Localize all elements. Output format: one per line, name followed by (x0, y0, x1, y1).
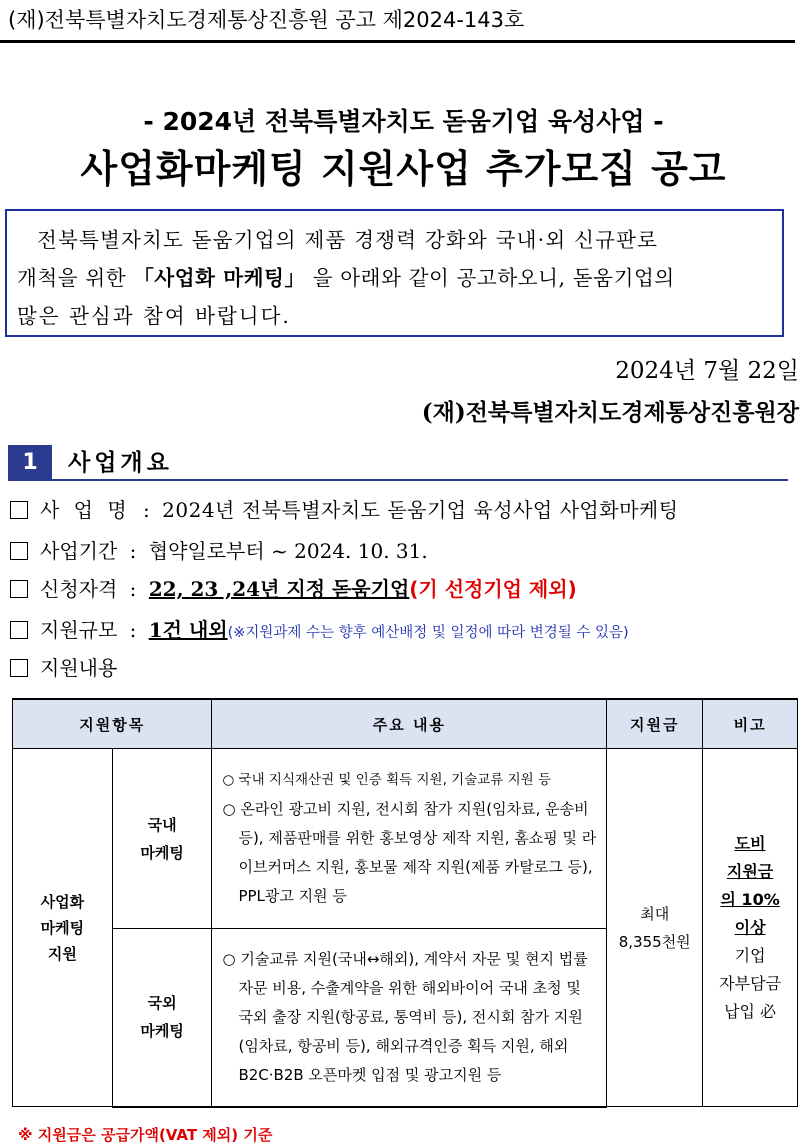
intro-line-3: 많은 관심과 참여 바랍니다. (17, 304, 291, 328)
checkbox-icon (10, 542, 28, 560)
announcement-number: (재)전북특별자치도경제통상진흥원 공고 제2024-143호 (8, 8, 525, 32)
intro-highlight: 「사업화 마케팅」 (133, 266, 306, 290)
section-title: 사업개요 (52, 445, 788, 481)
header-support-item: 지원항목 (13, 699, 212, 749)
list-item: ○ 온라인 광고비 지원, 전시회 참가 지원(임차료, 운송비 등), 제품판매를 위한 홍보영상 제작 지원, 홈쇼핑 및 라이브커머스 지원, 홍보물 제작 지원(제품 카탈로그 등), PPL광고 지원 등 (222, 800, 597, 905)
header-main-content: 주요 내용 (212, 699, 607, 749)
amount-cell: 최대 8,355천원 (607, 749, 703, 1107)
header-amount: 지원금 (607, 699, 703, 749)
announcement-date: 2024년 7월 22일 (615, 358, 799, 384)
item-support-content: 지원내용 (10, 653, 117, 683)
table-row (13, 749, 798, 929)
checkbox-icon (10, 659, 28, 677)
intro-box (5, 209, 784, 337)
item-support-scale: 지원규모 : 1건 내외(※지원과제 수는 향후 예산배정 및 일정에 따라 변경될 수 있음) (10, 615, 629, 645)
content-domestic (212, 749, 607, 929)
intro-line-1: 전북특별자치도 돋움기업의 제품 경쟁력 강화와 국내·외 신규판로 (37, 228, 659, 252)
issuer-name: (재)전북특별자치도경제통상진흥원장 (421, 399, 799, 426)
list-item: ○ 국내 지식재산권 및 인증 획득 지원, 기술교류 지원 등 (222, 772, 552, 788)
table-header-row (13, 699, 798, 749)
intro-line-2-post: 을 아래와 같이 공고하오니, 돋움기업의 (312, 266, 675, 290)
category-cell: 사업화 마케팅 지원 (13, 749, 113, 1107)
header-divider (0, 40, 795, 43)
content-overseas (212, 929, 607, 1107)
section-number: 1 (8, 445, 52, 481)
intro-line-2 (17, 259, 772, 297)
page-title: 사업화마케팅 지원사업 추가모집 공고 (80, 147, 727, 191)
checkbox-icon (10, 501, 28, 519)
header-remark: 비고 (703, 699, 798, 749)
intro-line-2-pre: 개척을 위한 (17, 266, 127, 290)
checkbox-icon (10, 580, 28, 598)
list-item: ○ 기술교류 지원(국내↔해외), 계약서 자문 및 현지 법률 자문 비용, 수출계약을 위한 해외바이어 국내 초청 및 국외 출장 지원(항공료, 통역비 등), 전시회 참가 지원(임차료, 항공비 등), 해외규격인증 획득 지원, 해외 B2C·B2B 오픈마켓 입점 및 광고지원 등 (222, 949, 588, 1084)
item-business-name: 사 업 명 : 2024년 전북특별자치도 돋움기업 육성사업 사업화마케팅 (10, 495, 679, 525)
remark-cell: 도비 지원금 의 10% 이상 기업 자부담금 납입 必 (703, 749, 798, 1107)
subcategory-domestic: 국내 마케팅 (112, 749, 212, 929)
subcategory-overseas: 국외 마케팅 (112, 929, 212, 1107)
checkbox-icon (10, 621, 28, 639)
page-subtitle: - 2024년 전북특별자치도 돋움기업 육성사업 - (143, 107, 664, 136)
support-table (12, 698, 798, 1108)
footnote: ※ 지원금은 공급가액(VAT 제외) 기준 (18, 1126, 273, 1144)
item-eligibility: 신청자격 : 22, 23 ,24년 지정 돋움기업(기 선정기업 제외) (10, 574, 577, 604)
item-business-period: 사업기간 : 협약일로부터 ~ 2024. 10. 31. (10, 536, 428, 566)
